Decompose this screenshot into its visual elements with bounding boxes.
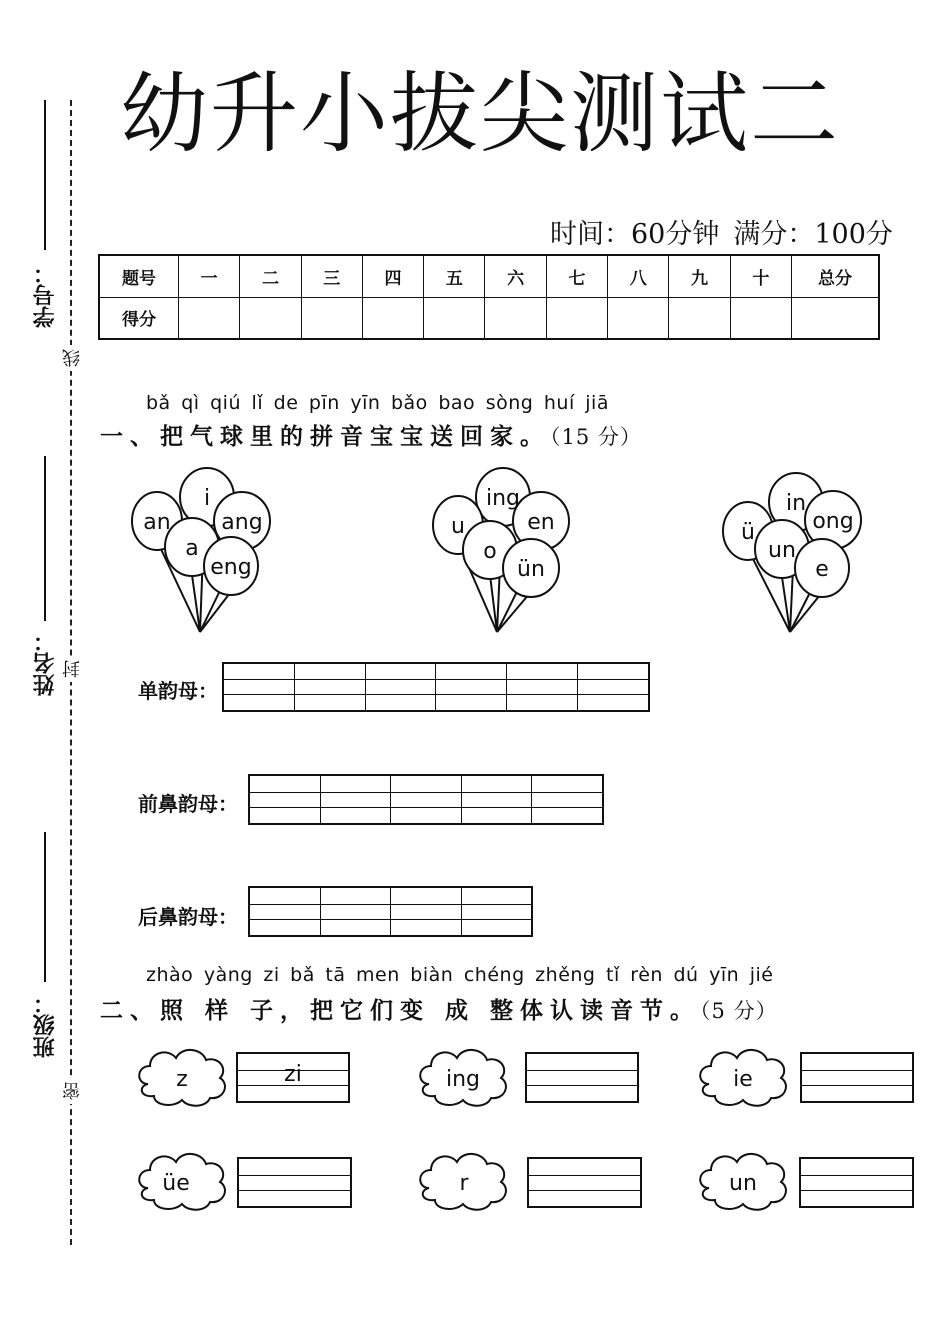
balloon-label: an: [143, 510, 171, 535]
cloud-label: ing: [445, 1067, 481, 1092]
score-cell[interactable]: [730, 297, 791, 339]
header-col: 五: [424, 255, 485, 297]
score-cell[interactable]: [546, 297, 607, 339]
score-cell[interactable]: [608, 297, 669, 339]
balloon-illustration: [120, 465, 920, 645]
header-label: 题号: [99, 255, 179, 297]
q1-title: 一、把气球里的拼音宝宝送回家。（15 分）: [100, 423, 642, 450]
balloon-label: ün: [517, 557, 545, 582]
header-col: 十: [730, 255, 791, 297]
score-table: [98, 254, 880, 340]
balloon-label: eng: [210, 555, 252, 580]
balloon-label: i: [203, 486, 211, 511]
cloud-label: z: [176, 1067, 188, 1092]
balloon-label: ong: [812, 509, 854, 534]
score-table-header-row: [99, 255, 879, 297]
writing-grid-back-nasal-finals[interactable]: [248, 886, 533, 937]
score-cell[interactable]: [362, 297, 423, 339]
class-line[interactable]: [44, 832, 46, 982]
header-col: 三: [301, 255, 362, 297]
header-col: 四: [362, 255, 423, 297]
answer-box[interactable]: [527, 1157, 642, 1208]
category-back-nasal-finals: 后鼻韵母：: [138, 905, 238, 929]
score-cell[interactable]: [485, 297, 546, 339]
header-col: 二: [240, 255, 301, 297]
answer-box[interactable]: [799, 1157, 914, 1208]
balloon-label: a: [185, 536, 199, 561]
score-label: 得分: [99, 297, 179, 339]
example-answer: zi: [284, 1062, 302, 1087]
balloon-label: ang: [221, 510, 263, 535]
q1-points: （15 分）: [550, 425, 642, 449]
balloon-label: u: [451, 514, 465, 539]
class-label: 班级：: [33, 992, 58, 1058]
header-col: 六: [485, 255, 546, 297]
q2-title: 二、照 样 子，把它们变 成 整体认读音节。（5 分）: [100, 997, 778, 1024]
cloud-label: un: [729, 1171, 757, 1196]
header-col: 一: [179, 255, 240, 297]
score-cell[interactable]: [240, 297, 301, 339]
writing-grid-simple-finals[interactable]: [222, 662, 650, 712]
student-no-line[interactable]: [44, 100, 46, 250]
writing-grid-front-nasal-finals[interactable]: [248, 774, 604, 825]
page-title: 幼升小拔尖测试二: [119, 62, 840, 165]
score-cell[interactable]: [424, 297, 485, 339]
header-col: 七: [546, 255, 607, 297]
answer-box[interactable]: [800, 1052, 914, 1103]
cloud-label: üe: [162, 1171, 190, 1196]
balloon-label: en: [527, 510, 555, 535]
balloon-label: o: [483, 539, 497, 564]
binding-mark-dense: 密: [60, 1078, 86, 1104]
cloud-label: r: [459, 1171, 469, 1196]
q2-points: （5 分）: [700, 999, 778, 1023]
category-front-nasal-finals: 前鼻韵母：: [138, 792, 238, 816]
balloon-label: ing: [485, 486, 521, 511]
header-col: 八: [608, 255, 669, 297]
balloon-label: ü: [741, 520, 755, 545]
exam-time: 时间：60分钟: [550, 219, 720, 250]
score-cell[interactable]: [179, 297, 240, 339]
category-simple-finals: 单韵母：: [138, 679, 218, 703]
exam-full-score: 满分：100分: [733, 219, 893, 250]
binding-mark-line: 线: [60, 345, 86, 371]
answer-box[interactable]: [237, 1157, 352, 1208]
cloud-label: ie: [733, 1067, 753, 1092]
name-label: 姓名：: [33, 630, 58, 696]
score-table-score-row: [99, 297, 879, 339]
answer-box[interactable]: [525, 1052, 639, 1103]
answer-box-example: [236, 1052, 350, 1103]
q2-pinyin: zhào yàng zi bǎ tā men biàn chéng zhěng tǐ rèn dú yīn jié: [146, 964, 774, 986]
exam-meta: [550, 212, 907, 251]
score-cell[interactable]: [792, 297, 880, 339]
balloon-label: e: [815, 557, 829, 582]
balloon-label: un: [768, 538, 796, 563]
score-cell[interactable]: [669, 297, 730, 339]
score-cell[interactable]: [301, 297, 362, 339]
header-col: 九: [669, 255, 730, 297]
q1-pinyin: bǎ qì qiú lǐ de pīn yīn bǎo bao sòng huí jiā: [146, 392, 609, 414]
name-line[interactable]: [44, 456, 46, 621]
student-no-label: 学号：: [33, 262, 58, 328]
header-col-total: 总分: [792, 255, 880, 297]
binding-mark-seal: 封: [60, 656, 86, 682]
balloon-label: in: [785, 491, 807, 516]
